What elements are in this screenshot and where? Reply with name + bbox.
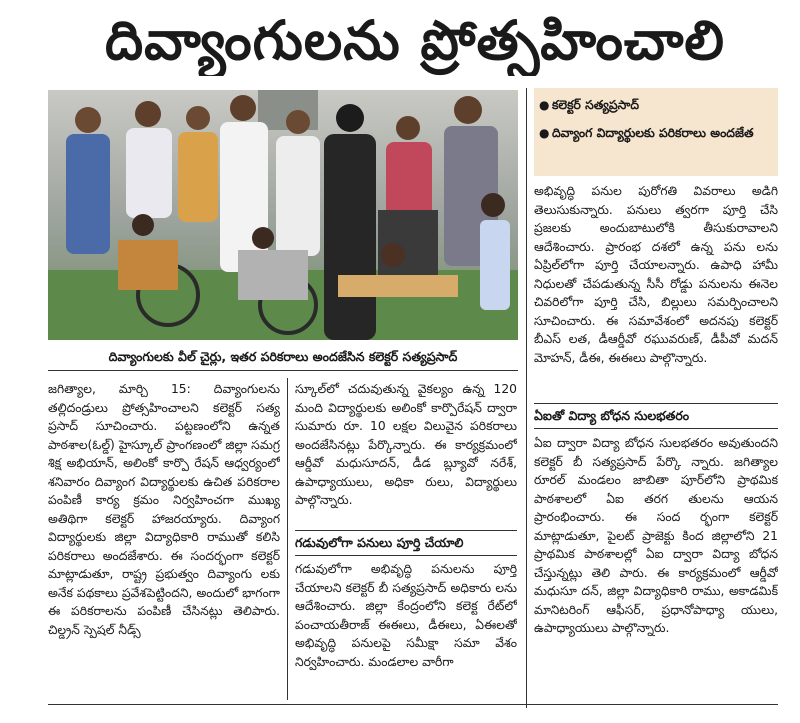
bullet-icon: ● <box>539 126 550 140</box>
bullet-icon: ● <box>539 98 550 112</box>
news-photo <box>48 90 518 340</box>
article-column-2-top: స్కూల్‌లో చదువుతున్న వైకల్యం ఉన్న 120 మంది విద్యార్థులకు అలింకో కార్పొరేషన్ ద్వారా సుమారు రూ. 10 లక్షల విలువైన పరికరాలు అందజేసినట్లు పేర్కొన్నారు. ఈ కార్యక్రమంలో ఆర్డీవో మధుసూదన్, డీడ బ్ల్యూవో నరేశ్, ఉపాధ్యాయులు, అధికా రులు, విద్యార్థులు పాల్గొన్నారు. <box>295 382 517 507</box>
article-headline: దివ్యాంగులను ప్రోత్సహించాలి <box>105 8 725 72</box>
article-column-2-bottom: గడువులోగా అభివృద్ధి పనులను పూర్తి చేయాలని కలెక్టర్ బీ సత్యప్రసాద్ అధికారు లను ఆదేశించారు. జిల్లా కేంద్రంలోని కలెక్ట రేట్‌లో పంచాయతీరాజ్ ఈఈలు, డీఈలు, ఏఈలతో అభివృద్ధి పనులపై సమీక్షా సమా వేశం నిర్వహించారు. మండలాల వారీగా <box>295 562 517 669</box>
highlight-text: కలెక్టర్ సత్యప్రసాద్ <box>552 98 640 112</box>
caption-rule <box>48 370 518 371</box>
column-divider <box>287 378 288 700</box>
highlight-item <box>539 124 762 142</box>
article-column-3-top: అభివృద్ధి పనుల పురోగతి వివరాలు అడిగి తెలుసుకున్నారు. పనులు త్వరగా పూర్తి చేసి ప్రజలకు అందుబాటులోకి తీసుకురావాలని ఆదేశించారు. ప్రారంభ దశలో ఉన్న పను లను ఏప్రిల్‌లోగా పూర్తి చేయాలన్నారు. ఉపాధి హామీ నిధులతో చేపడుతున్న సీసీ రోడ్డు పనులను ఈనెల చివరిలోగా పూర్తి చేసి, బిల్లులు సమర్పించాలని సూచించారు. ఈ సమావేశంలో అదనపు కలెక్టర్ బీఎస్ లత, డీఆర్డీవో రఘువరుణ్, డీపీవో మదన్ మోహన్, డీఈ, ఈఈలు పాల్గొన్నారు. <box>534 184 778 365</box>
article-column-3-bottom: ఏఐ ద్వారా విద్యా బోధన సులభతరం అవుతుందని కలెక్టర్ బీ సత్యప్రసాద్ పేర్కొ న్నారు. జగిత్యాల రూరల్ మండలం జాబితా పూర్‌లోని ప్రాథమిక పాఠశాలలో ఏఐ తరగ తులను ఆయన ప్రారంభించారు. ఈ సంద ర్భంగా కలెక్టర్ మాట్లాడుతూ, పైలట్ ప్రాజెక్టు కింద జిల్లాలోని 21 ప్రాథమిక పాఠశాలల్లో ఏఐ ద్వారా విద్యా బోధన చేస్తున్నట్లు తెలి పారు. ఈ కార్యక్రమంలో ఆర్డీవో మధుసూ దన్, జిల్లా విద్యాధికారి రాము, అకాడమిక్ మానిటరింగ్ ఆఫీసర్, ప్రధానోపాధ్యా యులు, ఉపాధ్యాయులు పాల్గొన్నారు. <box>534 436 778 635</box>
column-divider <box>526 88 527 708</box>
news-photo-illustration <box>48 90 518 340</box>
section-subhead: గడువులోగా పనులు పూర్తి చేయాలి <box>295 535 464 550</box>
subhead-rule <box>295 555 517 556</box>
article-column-1: జగిత్యాల, మార్చి 15: దివ్యాంగులను తల్లిదండ్రులు ప్రోత్సహించాలని కలెక్టర్ సత్య ప్రసాద్ సూచించారు. పట్టణంలోని ఉన్నత పాఠశాల(ఓల్డ్) హైస్కూల్ ప్రాంగణంలో జిల్లా సమగ్ర శిక్ష అభియాన్, అలింకో కార్పొ రేషన్ ఆధ్వర్యంలో శనివారం దివ్యాంగ విద్యార్థులకు ఉచిత పరికరాల పంపిణీ కార్య క్రమం నిర్వహించగా ముఖ్య అతిథిగా కలెక్టర్ హాజరయ్యారు. దివ్యాంగ విద్యార్థులకు జిల్లా విద్యాధికారి రాముతో కలిసి పరికరాలు అందజేశారు. ఈ సందర్భంగా కలెక్టర్ మాట్లాడుతూ, రాష్ట్ర ప్రభుత్వం దివ్యాంగు లకు అనేక పథకాలు ప్రవేశపెట్టిందని, అందులో భాగంగా ఈ పరికరాలను పంపిణీ చేసినట్లు తెలిపారు. చిల్డ్రన్ స్పెషల్ నీడ్స్ <box>48 382 280 637</box>
bottom-rule <box>48 704 778 705</box>
photo-caption: దివ్యాంగులకు వీల్ చైర్లు, ఇతర పరికరాలు అందజేసిన కలెక్టర్ సత్యప్రసాద్ <box>108 349 458 364</box>
highlight-text: దివ్యాంగ విద్యార్థులకు పరికరాలు అందజేత <box>552 126 754 140</box>
highlight-item <box>539 96 762 114</box>
section-subhead: ఏఐతో విద్యా బోధన సులభతరం <box>534 408 690 423</box>
subhead-rule <box>534 428 778 429</box>
highlights-box <box>534 88 778 176</box>
subhead-rule <box>534 403 778 404</box>
subhead-rule <box>295 530 517 531</box>
